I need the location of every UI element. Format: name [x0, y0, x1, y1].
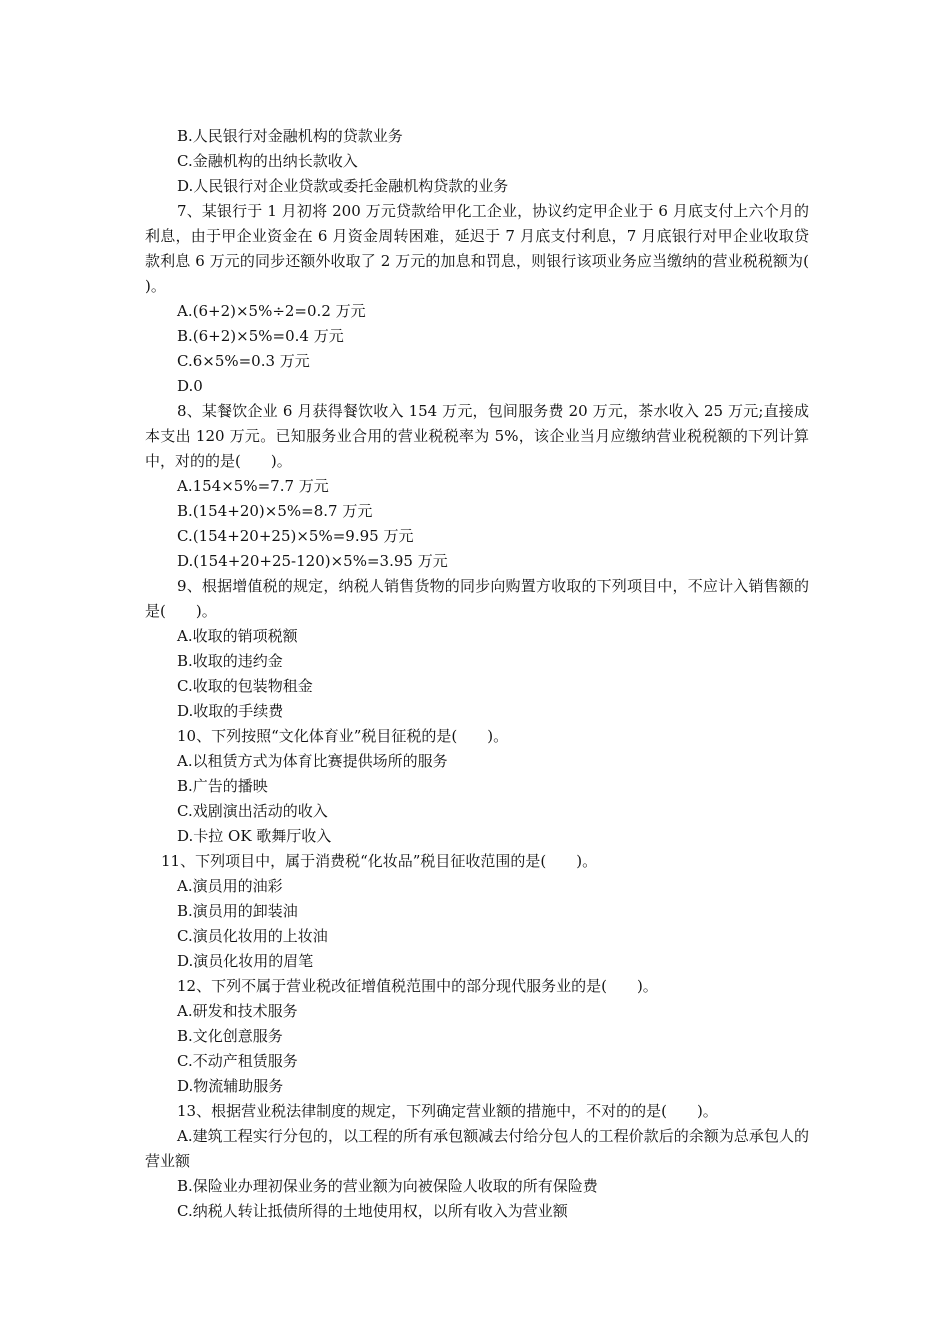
- question-paragraph: A.建筑工程实行分包的，以工程的所有承包额减去付给分包人的工程价款后的余额为总承包人的营业额: [145, 1127, 809, 1170]
- question-paragraph: 10、下列按照“文化体育业”税目征税的是( )。: [177, 727, 509, 745]
- answer-option: B.(154+20)×5%=8.7 万元: [177, 502, 373, 520]
- answer-option: A.演员用的油彩: [177, 877, 283, 895]
- answer-option: C.金融机构的出纳长款收入: [177, 152, 358, 170]
- answer-option: D.卡拉 OK 歌舞厅收入: [177, 827, 332, 845]
- answer-option: C.戏剧演出活动的收入: [177, 802, 328, 820]
- question-paragraph: 12、下列不属于营业税改征增值税范围中的部分现代服务业的是( )。: [177, 977, 658, 995]
- answer-option: A.研发和技术服务: [177, 1002, 298, 1020]
- answer-option: C.(154+20+25)×5%=9.95 万元: [177, 527, 414, 545]
- answer-option: A.收取的销项税额: [177, 627, 298, 645]
- answer-option: D.(154+20+25-120)×5%=3.95 万元: [177, 552, 448, 570]
- answer-option: A.154×5%=7.7 万元: [177, 477, 329, 495]
- answer-option: C.纳税人转让抵债所得的土地使用权，以所有收入为营业额: [177, 1202, 568, 1220]
- answer-option: B.保险业办理初保业务的营业额为向被保险人收取的所有保险费: [177, 1177, 598, 1195]
- answer-option: C.不动产租赁服务: [177, 1052, 298, 1070]
- answer-option: C.演员化妆用的上妆油: [177, 927, 328, 945]
- answer-option: B.收取的违约金: [177, 652, 283, 670]
- answer-option: B.广告的播映: [177, 777, 268, 795]
- question-paragraph: 13、根据营业税法律制度的规定，下列确定营业额的措施中，不对的的是( )。: [177, 1102, 718, 1120]
- answer-option: B.人民银行对金融机构的贷款业务: [177, 127, 403, 145]
- question-paragraph: 11、下列项目中，属于消费税“化妆品”税目征收范围的是( )。: [161, 852, 598, 870]
- question-paragraph: 7、某银行于 1 月初将 200 万元贷款给甲化工企业，协议约定甲企业于 6 月底支付上六个月的利息，由于甲企业资金在 6 月资金周转困难，延迟于 7 月底支付利息，7 月底银行对甲企业收取贷款利息 6 万元的同步还额外收取了 2 万元的加息和罚息，则银行该项业务应当缴纳的营业税税额为( )。: [145, 202, 840, 295]
- answer-option: D.0: [177, 377, 203, 395]
- answer-option: C.收取的包装物租金: [177, 677, 313, 695]
- answer-option: A.(6+2)×5%÷2=0.2 万元: [177, 302, 366, 320]
- document-body: [145, 124, 840, 1224]
- answer-option: B.(6+2)×5%=0.4 万元: [177, 327, 344, 345]
- answer-option: B.演员用的卸装油: [177, 902, 298, 920]
- answer-option: B.文化创意服务: [177, 1027, 283, 1045]
- answer-option: D.收取的手续费: [177, 702, 284, 720]
- answer-option: D.演员化妆用的眉笔: [177, 952, 314, 970]
- answer-option: D.物流辅助服务: [177, 1077, 284, 1095]
- answer-option: A.以租赁方式为体育比赛提供场所的服务: [177, 752, 448, 770]
- question-paragraph: 8、某餐饮企业 6 月获得餐饮收入 154 万元，包间服务费 20 万元，茶水收入 25 万元;直接成本支出 120 万元。已知服务业合用的营业税税率为 5%，该企业当月应缴纳营业税税额的下列计算中，对的的是( )。: [145, 402, 809, 470]
- question-paragraph: 9、根据增值税的规定，纳税人销售货物的同步向购置方收取的下列项目中，不应计入销售额的是( )。: [145, 577, 809, 620]
- answer-option: D.人民银行对企业贷款或委托金融机构贷款的业务: [177, 177, 509, 195]
- answer-option: C.6×5%=0.3 万元: [177, 352, 310, 370]
